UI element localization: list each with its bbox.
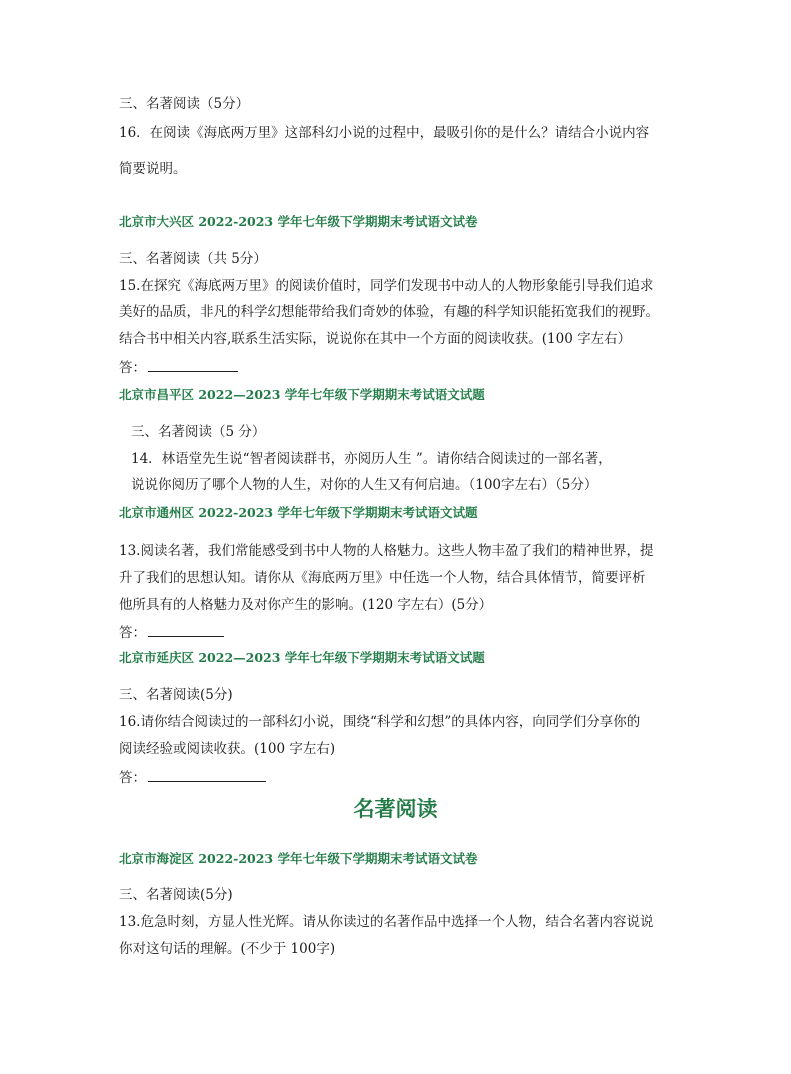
- question-line: 你对这句话的理解。(不少于 100字): [119, 941, 336, 957]
- answer-row: [119, 357, 238, 377]
- question-line: 结合书中相关内容,联系生活实际，说说你在其中一个方面的阅读收获。(100 字左右）: [119, 331, 632, 347]
- question-line: 16．在阅读《海底两万里》这部科幻小说的过程中，最吸引你的是什么？请结合小说内容: [119, 125, 650, 141]
- section-heading: 三、名著阅读（5分）: [119, 96, 250, 112]
- question-line: 阅读经验或阅读收获。(100 字左右): [119, 741, 336, 757]
- question-line: 14．林语堂先生说“智者阅读群书，亦阅历人生 ”。请你结合阅读过的一部名著，: [131, 451, 612, 467]
- section-heading: 三、名著阅读(5分): [119, 687, 233, 703]
- section-heading: 三、名著阅读(5分): [119, 887, 233, 903]
- question-line: 13.阅读名著，我们常能感受到书中人物的人格魅力。这些人物丰盈了我们的精神世界，提: [119, 543, 654, 559]
- main-title: 名著阅读: [353, 796, 438, 821]
- answer-label: 答：: [119, 360, 146, 376]
- answer-blank[interactable]: [148, 767, 266, 782]
- question-line: 13.危急时刻，方显人性光辉。请从你读过的名著作品中选择一个人物，结合名著内容说说: [119, 914, 654, 930]
- question-line: 说说你阅历了哪个人物的人生，对你的人生又有何启迪。（100字左右）（5分）: [131, 477, 598, 493]
- exam-source-title: 北京市通州区 2022-2023 学年七年级下学期期末考试语文试题: [119, 505, 478, 520]
- answer-label: 答：: [119, 625, 146, 641]
- question-line: 美好的品质，非凡的科学幻想能带给我们奇妙的体验，有趣的科学知识能拓宽我们的视野。: [119, 304, 659, 320]
- question-line: 他所具有的人格魅力及对你产生的影响。(120 字左右）(5分）: [119, 597, 493, 613]
- exam-source-title: 北京市延庆区 2022—2023 学年七年级下学期期末考试语文试题: [119, 650, 485, 665]
- question-line: 16.请你结合阅读过的一部科幻小说，围绕“科学和幻想”的具体内容，向同学们分享你的: [119, 714, 641, 730]
- section-heading: 三、名著阅读（共 5分）: [119, 251, 267, 267]
- exam-source-title: 北京市海淀区 2022-2023 学年七年级下学期期末考试语文试卷: [119, 851, 478, 866]
- section-heading: 三、名著阅读（5 分）: [131, 424, 266, 440]
- question-line: 简要说明。: [119, 161, 187, 177]
- answer-blank[interactable]: [148, 622, 224, 637]
- answer-row: [119, 622, 224, 642]
- answer-row: [119, 767, 266, 787]
- answer-blank[interactable]: [148, 357, 238, 372]
- question-line: 15.在探究《海底两万里》的阅读价值时，同学们发现书中动人的人物形象能引导我们追求: [119, 278, 654, 294]
- exam-source-title: 北京市大兴区 2022-2023 学年七年级下学期期末考试语文试卷: [119, 214, 478, 229]
- answer-label: 答：: [119, 770, 146, 786]
- exam-source-title: 北京市昌平区 2022—2023 学年七年级下学期期末考试语文试题: [119, 387, 485, 402]
- question-line: 升了我们的思想认知。请你从《海底两万里》中任选一个人物，结合具体情节，简要评析: [119, 570, 646, 586]
